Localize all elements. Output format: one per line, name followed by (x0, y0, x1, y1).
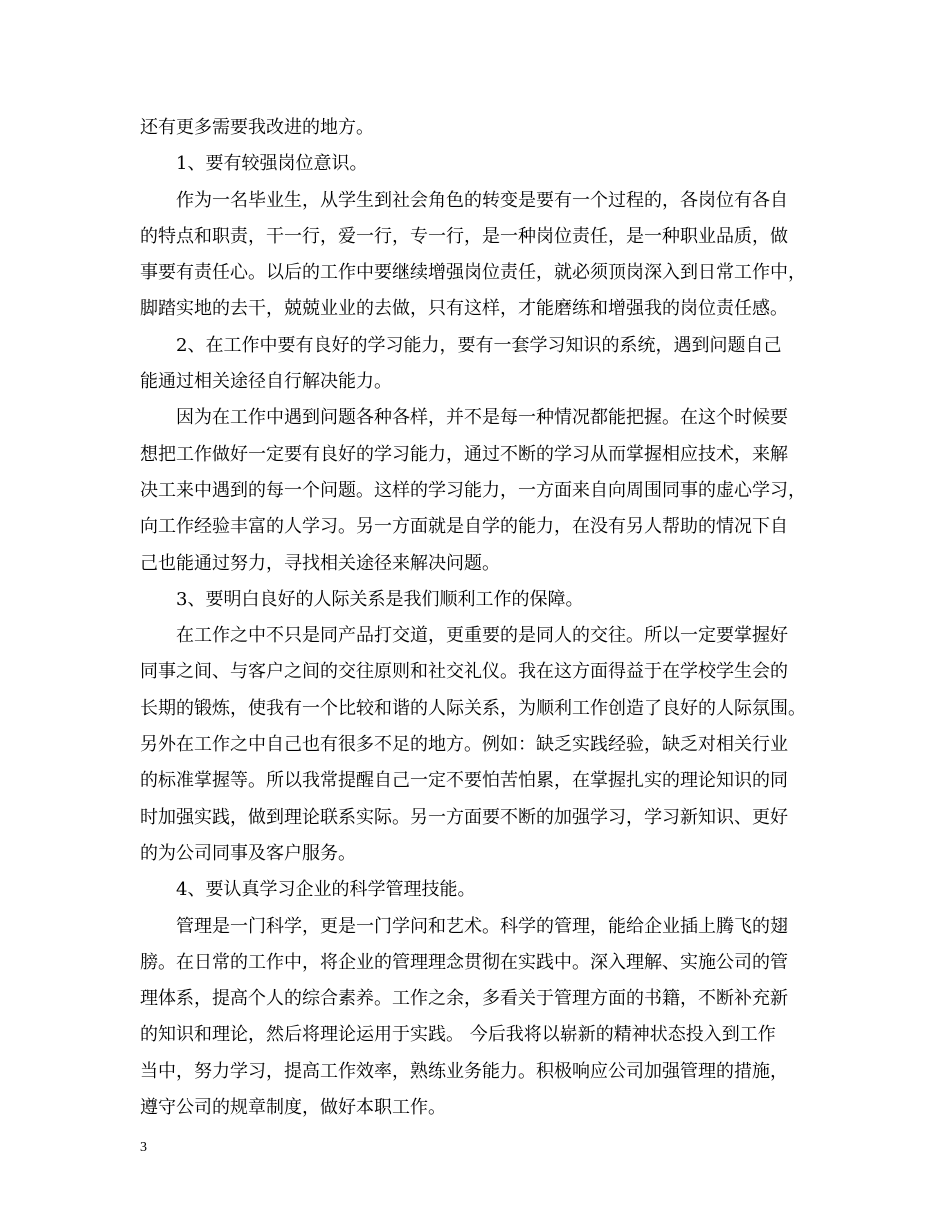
text-line: 想把工作做好一定要有良好的学习能力，通过不断的学习从而掌握相应技术，来解 (140, 443, 788, 465)
page-number: 3 (140, 1140, 147, 1155)
text-line: 的为公司同事及客户服务。 (140, 842, 356, 864)
text-line: 己也能通过努力，寻找相关途径来解决问题。 (140, 552, 500, 574)
text-line: 管理是一门科学，更是一门学问和艺术。科学的管理，能给企业插上腾飞的翅 (176, 915, 788, 937)
text-line: 同事之间、与客户之间的交往原则和社交礼仪。我在这方面得益于在学校学生会的 (140, 661, 788, 683)
text-line: 向工作经验丰富的人学习。另一方面就是自学的能力，在没有另人帮助的情况下自 (140, 516, 788, 538)
text-line: 决工来中遇到的每一个问题。这样的学习能力，一方面来自向周围同事的虚心学习， (140, 479, 806, 501)
text-line: 当中，努力学习，提高工作效率，熟练业务能力。积极响应公司加强管理的措施， (140, 1060, 788, 1082)
text-line: 理体系，提高个人的综合素养。工作之余，多看关于管理方面的书籍，不断补充新 (140, 988, 788, 1010)
text-line: 事要有责任心。以后的工作中要继续增强岗位责任，就必须顶岗深入到日常工作中， (140, 262, 806, 284)
text-line: 在工作之中不只是同产品打交道，更重要的是同人的交往。所以一定要掌握好 (176, 625, 788, 647)
text-line: 的知识和理论，然后将理论运用于实践。 今后我将以崭新的精神状态投入到工作 (140, 1024, 776, 1046)
text-line: 的特点和职责，干一行，爱一行，专一行，是一种岗位责任，是一种职业品质，做 (140, 225, 788, 247)
text-line: 时加强实践，做到理论联系实际。另一方面要不断的加强学习，学习新知识、更好 (140, 806, 788, 828)
document-body (140, 110, 820, 1126)
text-line: 脚踏实地的去干，兢兢业业的去做，只有这样，才能磨练和增强我的岗位责任感。 (140, 298, 788, 320)
text-line: 还有更多需要我改进的地方。 (140, 117, 374, 138)
section-heading: 2、在工作中要有良好的学习能力，要有一套学习知识的系统，遇到问题自己 (176, 334, 782, 356)
text-line: 长期的锻炼，使我有一个比较和谐的人际关系，为顺利工作创造了良好的人际氛围。 (140, 697, 806, 719)
section-heading: 4、要认真学习企业的科学管理技能。 (176, 879, 476, 901)
text-line: 遵守公司的规章制度，做好本职工作。 (140, 1097, 446, 1119)
text-line: 膀。在日常的工作中，将企业的管理理念贯彻在实践中。深入理解、实施公司的管 (140, 951, 788, 973)
text-line: 作为一名毕业生，从学生到社会角色的转变是要有一个过程的，各岗位有各自 (176, 189, 788, 211)
text-line: 的标准掌握等。所以我常提醒自己一定不要怕苦怕累，在掌握扎实的理论知识的同 (140, 770, 788, 792)
text-line: 能通过相关途径自行解决能力。 (140, 371, 392, 393)
text-line: 另外在工作之中自己也有很多不足的地方。例如：缺乏实践经验，缺乏对相关行业 (140, 734, 788, 756)
section-heading: 3、要明白良好的人际关系是我们顺利工作的保障。 (176, 588, 584, 610)
text-line: 因为在工作中遇到问题各种各样，并不是每一种情况都能把握。在这个时候要 (176, 407, 788, 429)
section-heading: 1、要有较强岗位意识。 (176, 153, 368, 175)
